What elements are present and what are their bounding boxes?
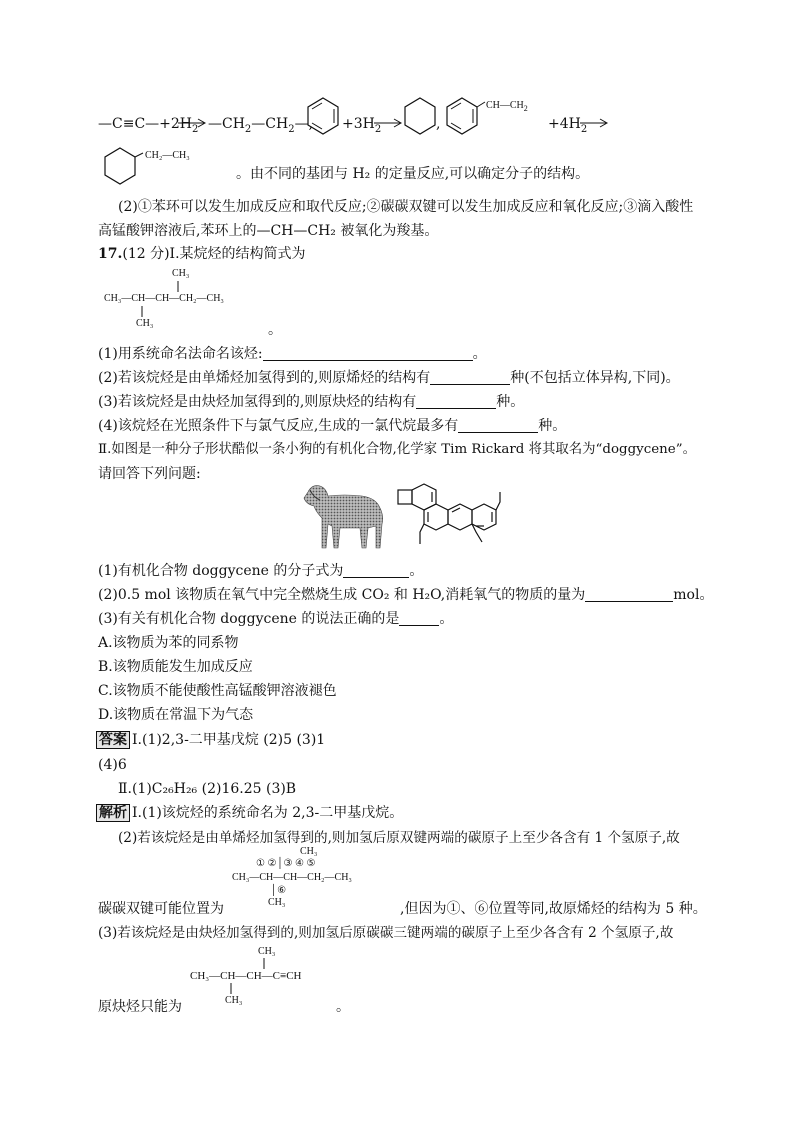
alkane-product: $—CH_2—CH_2—$,	[208, 116, 314, 135]
ethylcyclohexane-ring-icon	[103, 146, 137, 186]
q17-part2: (2)若该烷烃是由单烯烃加氢得到的,则原烯烃的结构有 种(不包括立体异构,下同)。	[98, 370, 680, 386]
analysis-line5b: 。	[336, 999, 350, 1015]
reaction-arrow-1	[178, 116, 208, 130]
ii-part3: (3)有关有机化合物 doggycene 的说法正确的是 。	[98, 611, 454, 627]
analysis-line4: (3)若该烷烃是由炔烃加氢得到的,则加氢后原碳碳三键两端的碳原子上至少各含有 2 个氢原子,故	[98, 925, 674, 941]
answer-line3: Ⅱ.(1)C₂₆H₂₆ (2)16.25 (3)B	[118, 781, 297, 797]
alkyne-equation: $—C\equiv C—+2H_2$	[98, 116, 199, 135]
answer-blank[interactable]	[416, 394, 496, 409]
q17-struct-bond-top	[177, 281, 181, 293]
analysis-line2: (2)若该烷烃是由单烯烃加氢得到的,则加氢后原双键两端的碳原子上至少各含有 1 个氢原子,故	[118, 830, 680, 846]
answer-line1: 答案 Ⅰ.(1)2,3-二甲基戊烷 (2)5 (3)1	[96, 731, 325, 749]
q17-part4: (4)该烷烃在光照条件下与氯气反应,生成的一氯代烷最多有 种。	[98, 418, 567, 434]
s2-main: CH₃—CH—CH—C≡CH	[190, 970, 302, 982]
q17-part3: (3)若该烷烃是由炔烃加氢得到的,则原炔烃的结构有 种。	[98, 394, 525, 410]
p2-line1: (2)①苯环可以发生加成反应和取代反应;②碳碳双键可以发生加成反应和氧化反应;③滴入酸性	[118, 199, 694, 215]
answer-blank[interactable]	[458, 418, 538, 433]
answer-line2: (4)6	[98, 757, 127, 773]
comma: ,	[436, 116, 441, 132]
answer-blank[interactable]	[263, 346, 473, 361]
s2-top: CH₃	[258, 946, 276, 957]
q17-heading: 17.(12 分)Ⅰ.某烷烃的结构简式为	[98, 246, 306, 262]
equation-sentence: 。由不同的基团与 H₂ 的定量反应,可以确定分子的结构。	[236, 166, 590, 182]
analysis-line5a: 原炔烃只能为	[98, 999, 182, 1015]
option-c: C.该物质不能使酸性高锰酸钾溶液褪色	[98, 683, 337, 699]
ii-part2: (2)0.5 mol 该物质在氧气中完全燃烧生成 CO₂ 和 H₂O,消耗氧气的物质的量为 mol。	[98, 587, 714, 603]
alkyne-reactant: —C≡C—+2H	[98, 116, 193, 132]
s1-top: CH₃	[300, 846, 318, 857]
q17-part1: (1)用系统命名法命名该烃: 。	[98, 346, 487, 362]
ii-part1: (1)有机化合物 doggycene 的分子式为 。	[98, 563, 424, 579]
answer-blank[interactable]	[343, 563, 409, 578]
analysis-line3b: ,但因为①、⑥位置等同,故原烯烃的结构为 5 种。	[400, 901, 707, 917]
four-h2: $+4H_2$	[548, 116, 588, 135]
answer-blank[interactable]	[399, 611, 439, 626]
option-a: A.该物质为苯的同系物	[98, 635, 239, 651]
ethyl-group: CH₂—CH₃	[145, 150, 190, 161]
s1-numbers: ① ②│③ ④ ⑤	[256, 858, 316, 869]
doggycene-structure	[394, 476, 504, 556]
q17-struct-period: 。	[268, 322, 282, 338]
q17-struct-main: CH₃—CH—CH—CH₂—CH₃	[104, 293, 224, 304]
q17-ii-line1: Ⅱ.如图是一种分子形状酷似一条小狗的有机化合物,化学家 Tim Rickard 将其取名为“doggycene”。	[98, 442, 696, 457]
analysis-tag: 解析	[96, 804, 130, 822]
q17-struct-bottom: CH₃	[136, 318, 154, 329]
benzene-h2: $+3H_2$	[342, 116, 382, 135]
option-b: B.该物质能发生加成反应	[98, 659, 253, 675]
benzene-ring-icon	[306, 96, 340, 136]
s1-main: CH₃—CH—CH—CH₂—CH₃	[232, 872, 352, 883]
p2-line2: 高锰酸钾溶液后,苯环上的—CH—CH₂ 被氧化为羧基。	[98, 223, 439, 239]
answer-tag: 答案	[96, 731, 130, 749]
analysis-line1: 解析 Ⅰ.(1)该烷烃的系统命名为 2,3-二甲基戊烷。	[96, 804, 403, 822]
answer-blank[interactable]	[430, 370, 510, 385]
styrene-ring-icon	[445, 96, 479, 136]
cyclohexane-ring-icon	[403, 96, 437, 136]
vinyl-group: $CH—CH_2$	[486, 100, 528, 113]
q17-struct-bond-bot	[141, 306, 145, 318]
reaction-arrow-3	[580, 116, 610, 130]
reaction-arrow-2	[374, 116, 404, 130]
s1-bottom: CH₃	[268, 897, 286, 908]
s2-bond-top	[263, 958, 267, 970]
analysis-line3a: 碳碳双键可能位置为	[98, 901, 224, 917]
s2-bond-bot	[230, 983, 234, 995]
q17-ii-line2: 请回答下列问题:	[98, 466, 201, 482]
s2-bottom: CH₃	[225, 995, 243, 1006]
q17-struct-top: CH₃	[172, 268, 190, 279]
s1-six: │⑥	[270, 885, 287, 896]
answer-blank[interactable]	[585, 587, 673, 602]
dog-image	[300, 478, 386, 554]
option-d: D.该物质在常温下为气态	[98, 707, 254, 723]
